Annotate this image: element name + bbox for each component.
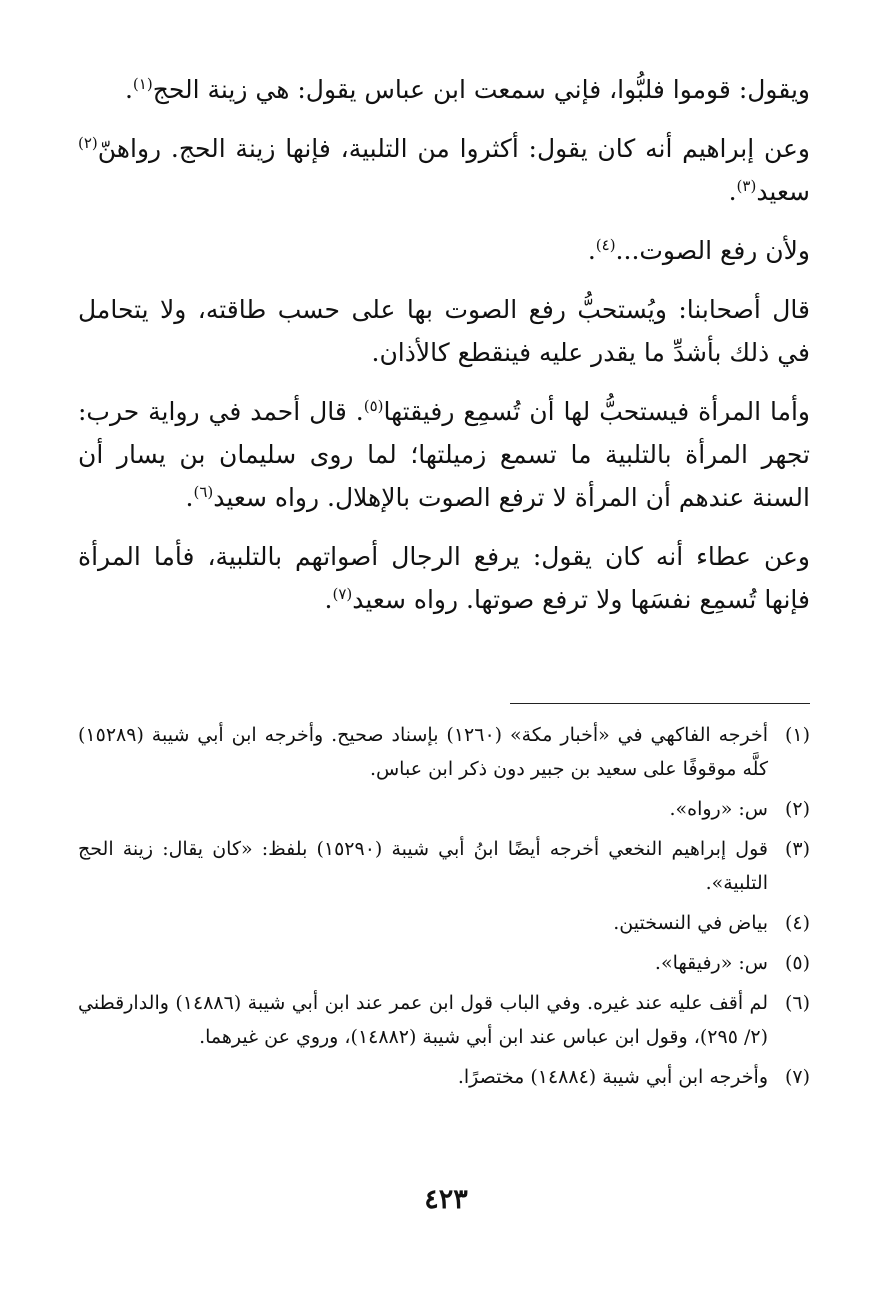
footnote-number: (١) <box>784 724 810 746</box>
paragraph-1 <box>78 68 810 111</box>
footnote-text: وأخرجه ابن أبي شيبة (١٤٨٨٤) مختصرًا. <box>457 1066 768 1088</box>
footnote-number: (٢) <box>784 798 810 820</box>
paragraph-text: قال أصحابنا: ويُستحبُّ رفع الصوت بها على حسب طاقته، ولا يتحامل في ذلك بأشدِّ ما يقدر عليه فينقطع كالأذان. <box>78 295 810 367</box>
paragraph-text: وأما المرأة فيستحبُّ لها أن تُسمِع رفيقتها <box>383 397 810 426</box>
footnote-number: (٥) <box>784 952 810 974</box>
footnote-item <box>78 1060 810 1094</box>
footnote-item <box>78 718 810 786</box>
paragraph-tail: . <box>124 75 133 104</box>
paragraph-tail: . <box>728 177 737 206</box>
footnote-item <box>78 946 810 980</box>
paragraph-2 <box>78 127 810 213</box>
footnote-ref[interactable]: (٥) <box>363 397 384 415</box>
footnote-divider <box>510 703 810 704</box>
footnote-item <box>78 906 810 940</box>
paragraph-text-cont: سعيد <box>756 177 810 206</box>
footnote-number: (٤) <box>784 912 810 934</box>
footnote-item <box>78 986 810 1054</box>
paragraph-tail: . <box>587 236 596 265</box>
paragraph-tail: . <box>324 585 333 614</box>
footnote-text: بياض في النسختين. <box>613 912 768 934</box>
footnote-item <box>78 832 810 900</box>
footnote-ref[interactable]: (٤) <box>595 236 616 254</box>
paragraph-4 <box>78 288 810 374</box>
paragraph-text: وعن عطاء أنه كان يقول: يرفع الرجال أصواتهم بالتلبية، فأما المرأة فإنها تُسمِع نفسَها ولا ترفع صوتها. رواه سعيد <box>78 542 810 614</box>
footnote-number: (٦) <box>784 992 810 1014</box>
footnote-number: (٧) <box>784 1066 810 1088</box>
footnote-text: س: «رفيقها». <box>654 952 768 974</box>
footnote-text: أخرجه الفاكهي في «أخبار مكة» (١٢٦٠) بإسناد صحيح. وأخرجه ابن أبي شيبة (١٥٢٨٩) كلَّه موقوفًا على سعيد بن جبير دون ذكر ابن عباس. <box>78 724 769 780</box>
paragraph-text-cont: . قال أحمد في رواية حرب: تجهر المرأة بالتلبية ما تسمع زميلتها؛ لما روى سليمان بن يسار أن السنة عندهم أن المرأة لا ترفع الصوت بالإهلال. رواه سعيد <box>78 397 810 512</box>
paragraph-6 <box>78 535 810 621</box>
footnote-ref[interactable]: (١) <box>132 75 153 93</box>
page-number: ٤٢٣ <box>424 1184 468 1215</box>
footnote-text: س: «رواه». <box>669 798 768 820</box>
footnote-number: (٣) <box>784 838 810 860</box>
footnote-ref[interactable]: (٦) <box>193 483 214 501</box>
main-text <box>78 68 810 637</box>
footnote-ref[interactable]: (٢) <box>78 134 98 152</box>
footnote-text: لم أقف عليه عند غيره. وفي الباب قول ابن عمر عند ابن أبي شيبة (١٤٨٨٦) والدارقطني (٢/ ٢٩٥)، وقول ابن عباس عند ابن أبي شيبة (١٤٨٨٢)، وروي عن غيرهما. <box>78 992 768 1048</box>
paragraph-tail: . <box>185 483 194 512</box>
paragraph-3 <box>78 229 810 272</box>
footnote-ref[interactable]: (٣) <box>736 177 757 195</box>
footnote-text: قول إبراهيم النخعي أخرجه أيضًا ابنُ أبي شيبة (١٥٢٩٠) بلفظ: «كان يقال: زينة الحج التلبية». <box>78 838 768 894</box>
paragraph-text: وعن إبراهيم أنه كان يقول: أكثروا من التلبية، فإنها زينة الحج. رواهنّ <box>97 134 810 163</box>
paragraph-text: ويقول: قوموا فلبُّوا، فإني سمعت ابن عباس يقول: هي زينة الحج <box>152 75 810 104</box>
footnote-item <box>78 792 810 826</box>
footnote-ref[interactable]: (٧) <box>332 585 353 603</box>
paragraph-text: ولأن رفع الصوت... <box>615 236 810 265</box>
footnotes-section <box>78 718 810 1100</box>
paragraph-5 <box>78 390 810 519</box>
